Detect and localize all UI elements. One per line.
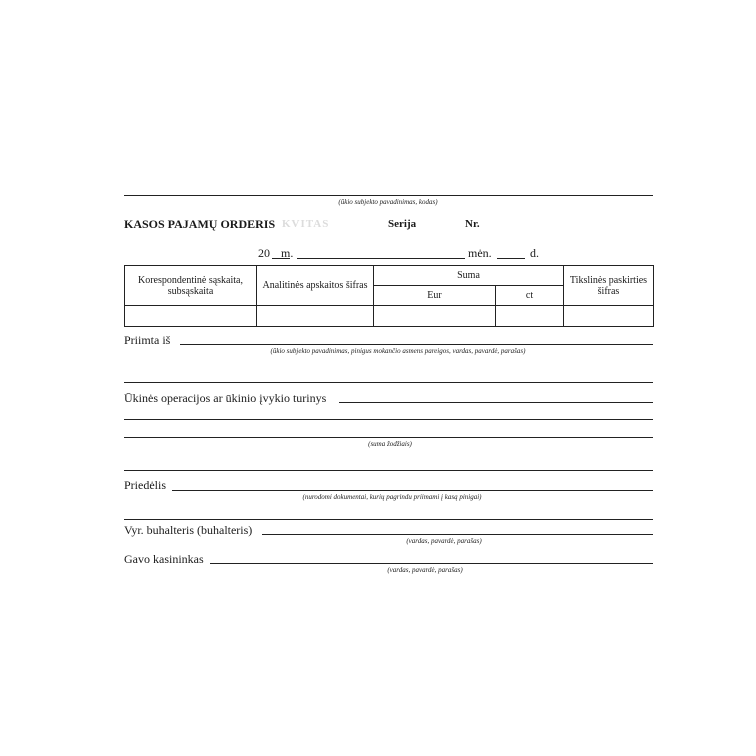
accountant-label: Vyr. buhalteris (buhalteris) xyxy=(124,523,253,537)
cashier-caption: (vardas, pavardė, parašas) xyxy=(387,566,463,574)
cashier-line[interactable] xyxy=(210,563,653,564)
day-input-line[interactable] xyxy=(497,258,525,259)
cell-correspondent-account[interactable] xyxy=(125,306,257,327)
attachment-label: Priedėlis xyxy=(124,478,166,492)
operation-label: Ūkinės operacijos ar ūkinio įvykio turinys xyxy=(124,391,327,405)
operation-line-2[interactable] xyxy=(124,419,653,420)
received-from-label: Priimta iš xyxy=(124,333,171,347)
received-from-caption: (ūkio subjekto pavadinimas, pinigus mokančio asmens pareigos, vardas, pavardė, parašas) xyxy=(270,347,526,355)
received-from-line[interactable] xyxy=(180,344,653,345)
series-label: Serija xyxy=(388,218,417,230)
col-sum-header: Suma xyxy=(374,266,564,286)
number-label: Nr. xyxy=(465,218,480,230)
entity-line[interactable] xyxy=(124,195,653,196)
operation-line-1[interactable] xyxy=(339,402,653,403)
amount-words-line-2[interactable] xyxy=(124,470,653,471)
year-suffix: m. xyxy=(281,246,294,260)
received-from-line-2[interactable] xyxy=(124,382,653,383)
col-sum-eur-header: Eur xyxy=(374,286,496,306)
accounting-table xyxy=(124,265,654,327)
amount-words-caption: (suma žodžiais) xyxy=(368,440,412,448)
cell-analytic-code[interactable] xyxy=(257,306,374,327)
cashier-label: Gavo kasininkas xyxy=(124,552,204,566)
form-title: KASOS PAJAMŲ ORDERIS xyxy=(124,217,276,231)
col-sum-ct-header: ct xyxy=(496,286,564,306)
attachment-caption: (nurodomi dokumentai, kurių pagrindu priimami į kasą pinigai) xyxy=(302,493,482,501)
col-analytic-code-header: Analitinės apskaitos šifras xyxy=(257,266,374,306)
entity-caption: (ūkio subjekto pavadinimas, kodas) xyxy=(338,198,438,206)
cell-purpose-code[interactable] xyxy=(564,306,654,327)
col-purpose-code-header: Tikslinės paskirties šifras xyxy=(564,266,654,306)
month-input-line[interactable] xyxy=(297,258,465,259)
attachment-line[interactable] xyxy=(172,490,653,491)
accountant-line[interactable] xyxy=(262,534,653,535)
month-suffix: mėn. xyxy=(468,246,492,260)
day-suffix: d. xyxy=(530,246,539,260)
accountant-caption: (vardas, pavardė, parašas) xyxy=(406,537,482,545)
amount-words-line[interactable] xyxy=(124,437,653,438)
col-correspondent-account-header: Korespondentinė sąskaita, subsąskaita xyxy=(125,266,257,306)
cell-sum-eur[interactable] xyxy=(374,306,496,327)
cell-sum-ct[interactable] xyxy=(496,306,564,327)
ghost-watermark-text: KVITAS xyxy=(282,218,330,230)
attachment-line-2[interactable] xyxy=(124,519,653,520)
year-prefix: 20 xyxy=(258,246,270,260)
